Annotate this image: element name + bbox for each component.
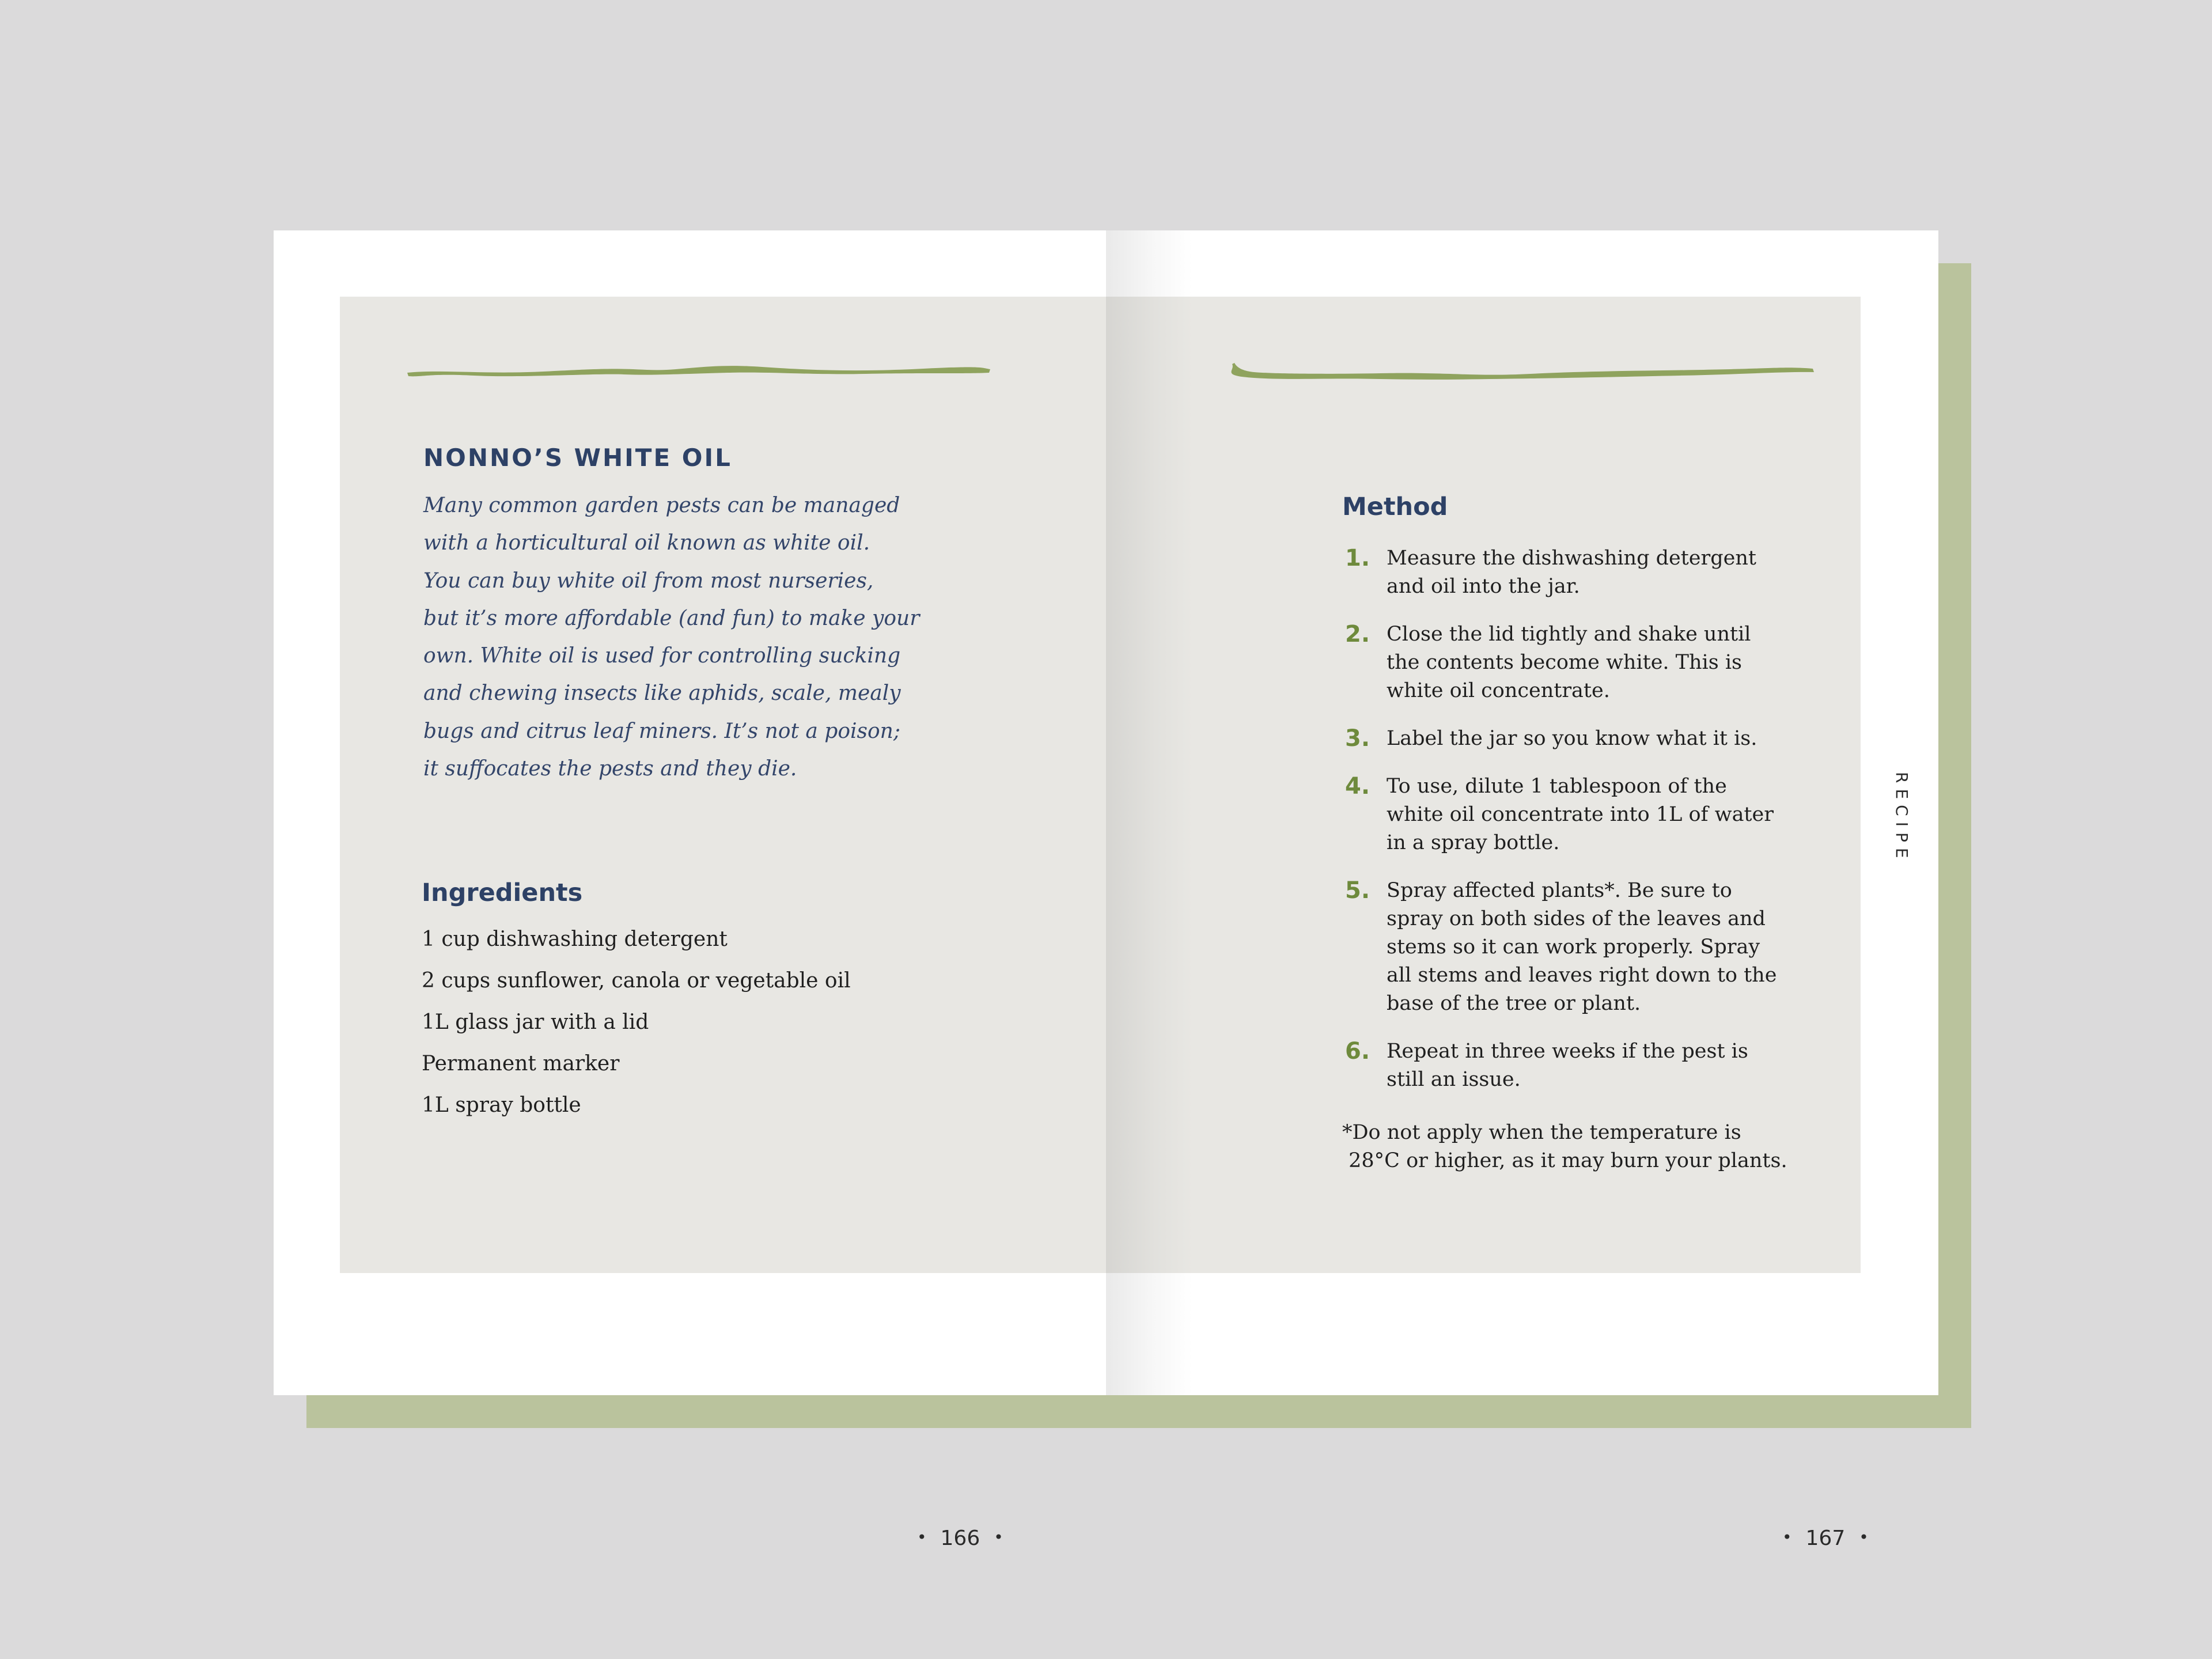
intro-line: You can buy white oil from most nurseries, — [423, 569, 874, 593]
step-number: 1. — [1345, 545, 1370, 571]
book-spread — [274, 230, 1938, 1550]
step-text-line: and oil into the jar. — [1387, 575, 1580, 598]
page-number-right — [1768, 1527, 1883, 1550]
method-step — [1345, 544, 1806, 601]
step-text-line: Spray affected plants*. Be sure to — [1387, 879, 1732, 902]
ingredient-item: 1L glass jar with a lid — [422, 1010, 649, 1034]
step-text-line: To use, dilute 1 tablespoon of the — [1387, 775, 1727, 798]
brush-stroke-right — [1231, 357, 1819, 386]
ingredients-heading: Ingredients — [422, 878, 583, 907]
intro-line: bugs and citrus leaf miners. It’s not a poison; — [423, 719, 900, 743]
brush-stroke-left-shape — [407, 366, 990, 376]
step-text-line: Label the jar so you know what it is. — [1387, 727, 1758, 750]
step-text-line: white oil concentrate. — [1387, 679, 1610, 702]
step-number: 3. — [1345, 725, 1370, 752]
recipe-side-label: RECIPE — [1892, 772, 1911, 864]
page-number-dot: • — [1782, 1528, 1792, 1547]
footnote-line: *Do not apply when the temperature is — [1342, 1121, 1741, 1144]
step-text-line: the contents become white. This is — [1387, 651, 1742, 674]
recipe-intro — [423, 487, 976, 787]
brush-stroke-left — [405, 360, 993, 383]
step-text-line: white oil concentrate into 1L of water — [1387, 803, 1774, 826]
method-step — [1345, 725, 1806, 753]
intro-line: but it’s more affordable (and fun) to make your — [423, 606, 920, 630]
step-text-line: base of the tree or plant. — [1387, 992, 1641, 1015]
step-text-line: spray on both sides of the leaves and — [1387, 907, 1766, 930]
step-text-line: in a spray bottle. — [1387, 831, 1560, 854]
page-number-value: 166 — [940, 1527, 980, 1550]
temperature-footnote — [1342, 1119, 1820, 1175]
method-step — [1345, 772, 1806, 857]
step-text-line: all stems and leaves right down to the — [1387, 964, 1777, 987]
page-number-value: 167 — [1805, 1527, 1846, 1550]
ingredient-item: 1L spray bottle — [422, 1093, 581, 1117]
ingredients-list — [422, 919, 851, 1126]
step-text-line: still an issue. — [1387, 1068, 1521, 1091]
intro-line: own. White oil is used for controlling sucking — [423, 644, 901, 668]
step-number: 4. — [1345, 773, 1370, 800]
step-text-line: Repeat in three weeks if the pest is — [1387, 1040, 1748, 1063]
method-step — [1345, 877, 1806, 1018]
step-number: 5. — [1345, 877, 1370, 904]
page-number-dot: • — [917, 1528, 927, 1547]
brush-stroke-right-shape — [1232, 363, 1814, 380]
intro-line: Many common garden pests can be managed — [423, 494, 900, 517]
recipe-title: NONNO’S WHITE OIL — [423, 444, 732, 472]
step-text-line: stems so it can work properly. Spray — [1387, 935, 1760, 959]
intro-line: and chewing insects like aphids, scale, mealy — [423, 681, 901, 706]
ingredient-item: Permanent marker — [422, 1052, 620, 1075]
ingredient-item: 1 cup dishwashing detergent — [422, 927, 728, 951]
page-number-dot: • — [1859, 1528, 1869, 1547]
step-text-line: Close the lid tightly and shake until — [1387, 623, 1751, 646]
intro-line: it suffocates the pests and they die. — [423, 757, 797, 781]
method-step — [1345, 1037, 1806, 1094]
method-step — [1345, 620, 1806, 705]
method-steps-list — [1345, 544, 1806, 1113]
method-heading: Method — [1342, 493, 1448, 521]
step-number: 6. — [1345, 1038, 1370, 1065]
page-number-dot: • — [994, 1528, 1003, 1547]
page-number-left — [903, 1527, 1017, 1550]
step-number: 2. — [1345, 621, 1370, 647]
intro-line: with a horticultural oil known as white oil. — [423, 531, 870, 555]
ingredient-item: 2 cups sunflower, canola or vegetable oil — [422, 969, 851, 993]
footnote-line: 28°C or higher, as it may burn your plants. — [1342, 1149, 1787, 1172]
step-text-line: Measure the dishwashing detergent — [1387, 547, 1756, 570]
